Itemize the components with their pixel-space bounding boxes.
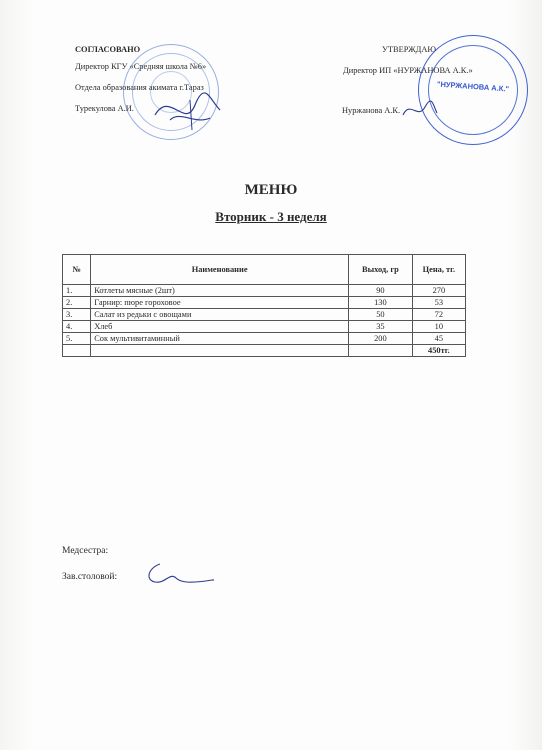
confirm-title: УТВЕРЖДАЮ [382,45,436,54]
col-header-price: Цена, тг. [412,255,465,285]
row-output: 35 [349,321,413,333]
row-name: Хлеб [91,321,349,333]
row-output: 130 [349,297,413,309]
row-price: 45 [412,333,465,345]
confirmer-signature [400,95,440,125]
row-name: Сок мультивитаминный [91,333,349,345]
col-header-num: № [63,255,91,285]
total-price: 450тг. [412,345,465,357]
row-num: 1. [63,285,91,297]
row-price: 53 [412,297,465,309]
table-row [63,321,466,333]
total-row [63,345,466,357]
confirmer-name: Нуржанова А.К. [342,106,401,115]
table-row [63,297,466,309]
confirmer-position: Директор ИП «НУРЖАНОВА А.К.» [343,66,473,75]
row-price: 10 [412,321,465,333]
company-stamp [418,35,528,145]
col-header-name: Наименование [91,255,349,285]
nurse-label: Медсестра: [62,546,109,556]
row-name: Салат из редьки с овощами [91,309,349,321]
row-price: 72 [412,309,465,321]
row-output: 90 [349,285,413,297]
row-output: 50 [349,309,413,321]
row-name: Гарнир: пюре гороховое [91,297,349,309]
table-row [63,309,466,321]
row-num: 5. [63,333,91,345]
menu-table [62,254,466,357]
menu-subtitle: Вторник - 3 неделя [215,209,327,224]
row-num: 3. [63,309,91,321]
approved-title: СОГЛАСОВАНО [75,45,141,54]
approver-department: Отдела образования акимата г.Тараз [75,83,204,92]
canteen-head-label: Зав.столовой: [62,572,118,582]
col-header-output: Выход, гр [349,255,413,285]
approver-position: Директор КГУ «Средняя школа №6» [75,62,207,71]
row-output: 200 [349,333,413,345]
row-price: 270 [412,285,465,297]
table-row [63,285,466,297]
menu-title: МЕНЮ [244,182,298,198]
canteen-head-signature [140,558,220,590]
row-num: 4. [63,321,91,333]
row-num: 2. [63,297,91,309]
row-name: Котлеты мясные (2шт) [91,285,349,297]
director-signature [150,80,230,140]
table-row [63,333,466,345]
approver-name: Турекулова А.И. [75,104,134,113]
table-header-row [63,255,466,285]
stamp-company-name: "НУРЖАНОВА А.К." [436,79,510,94]
